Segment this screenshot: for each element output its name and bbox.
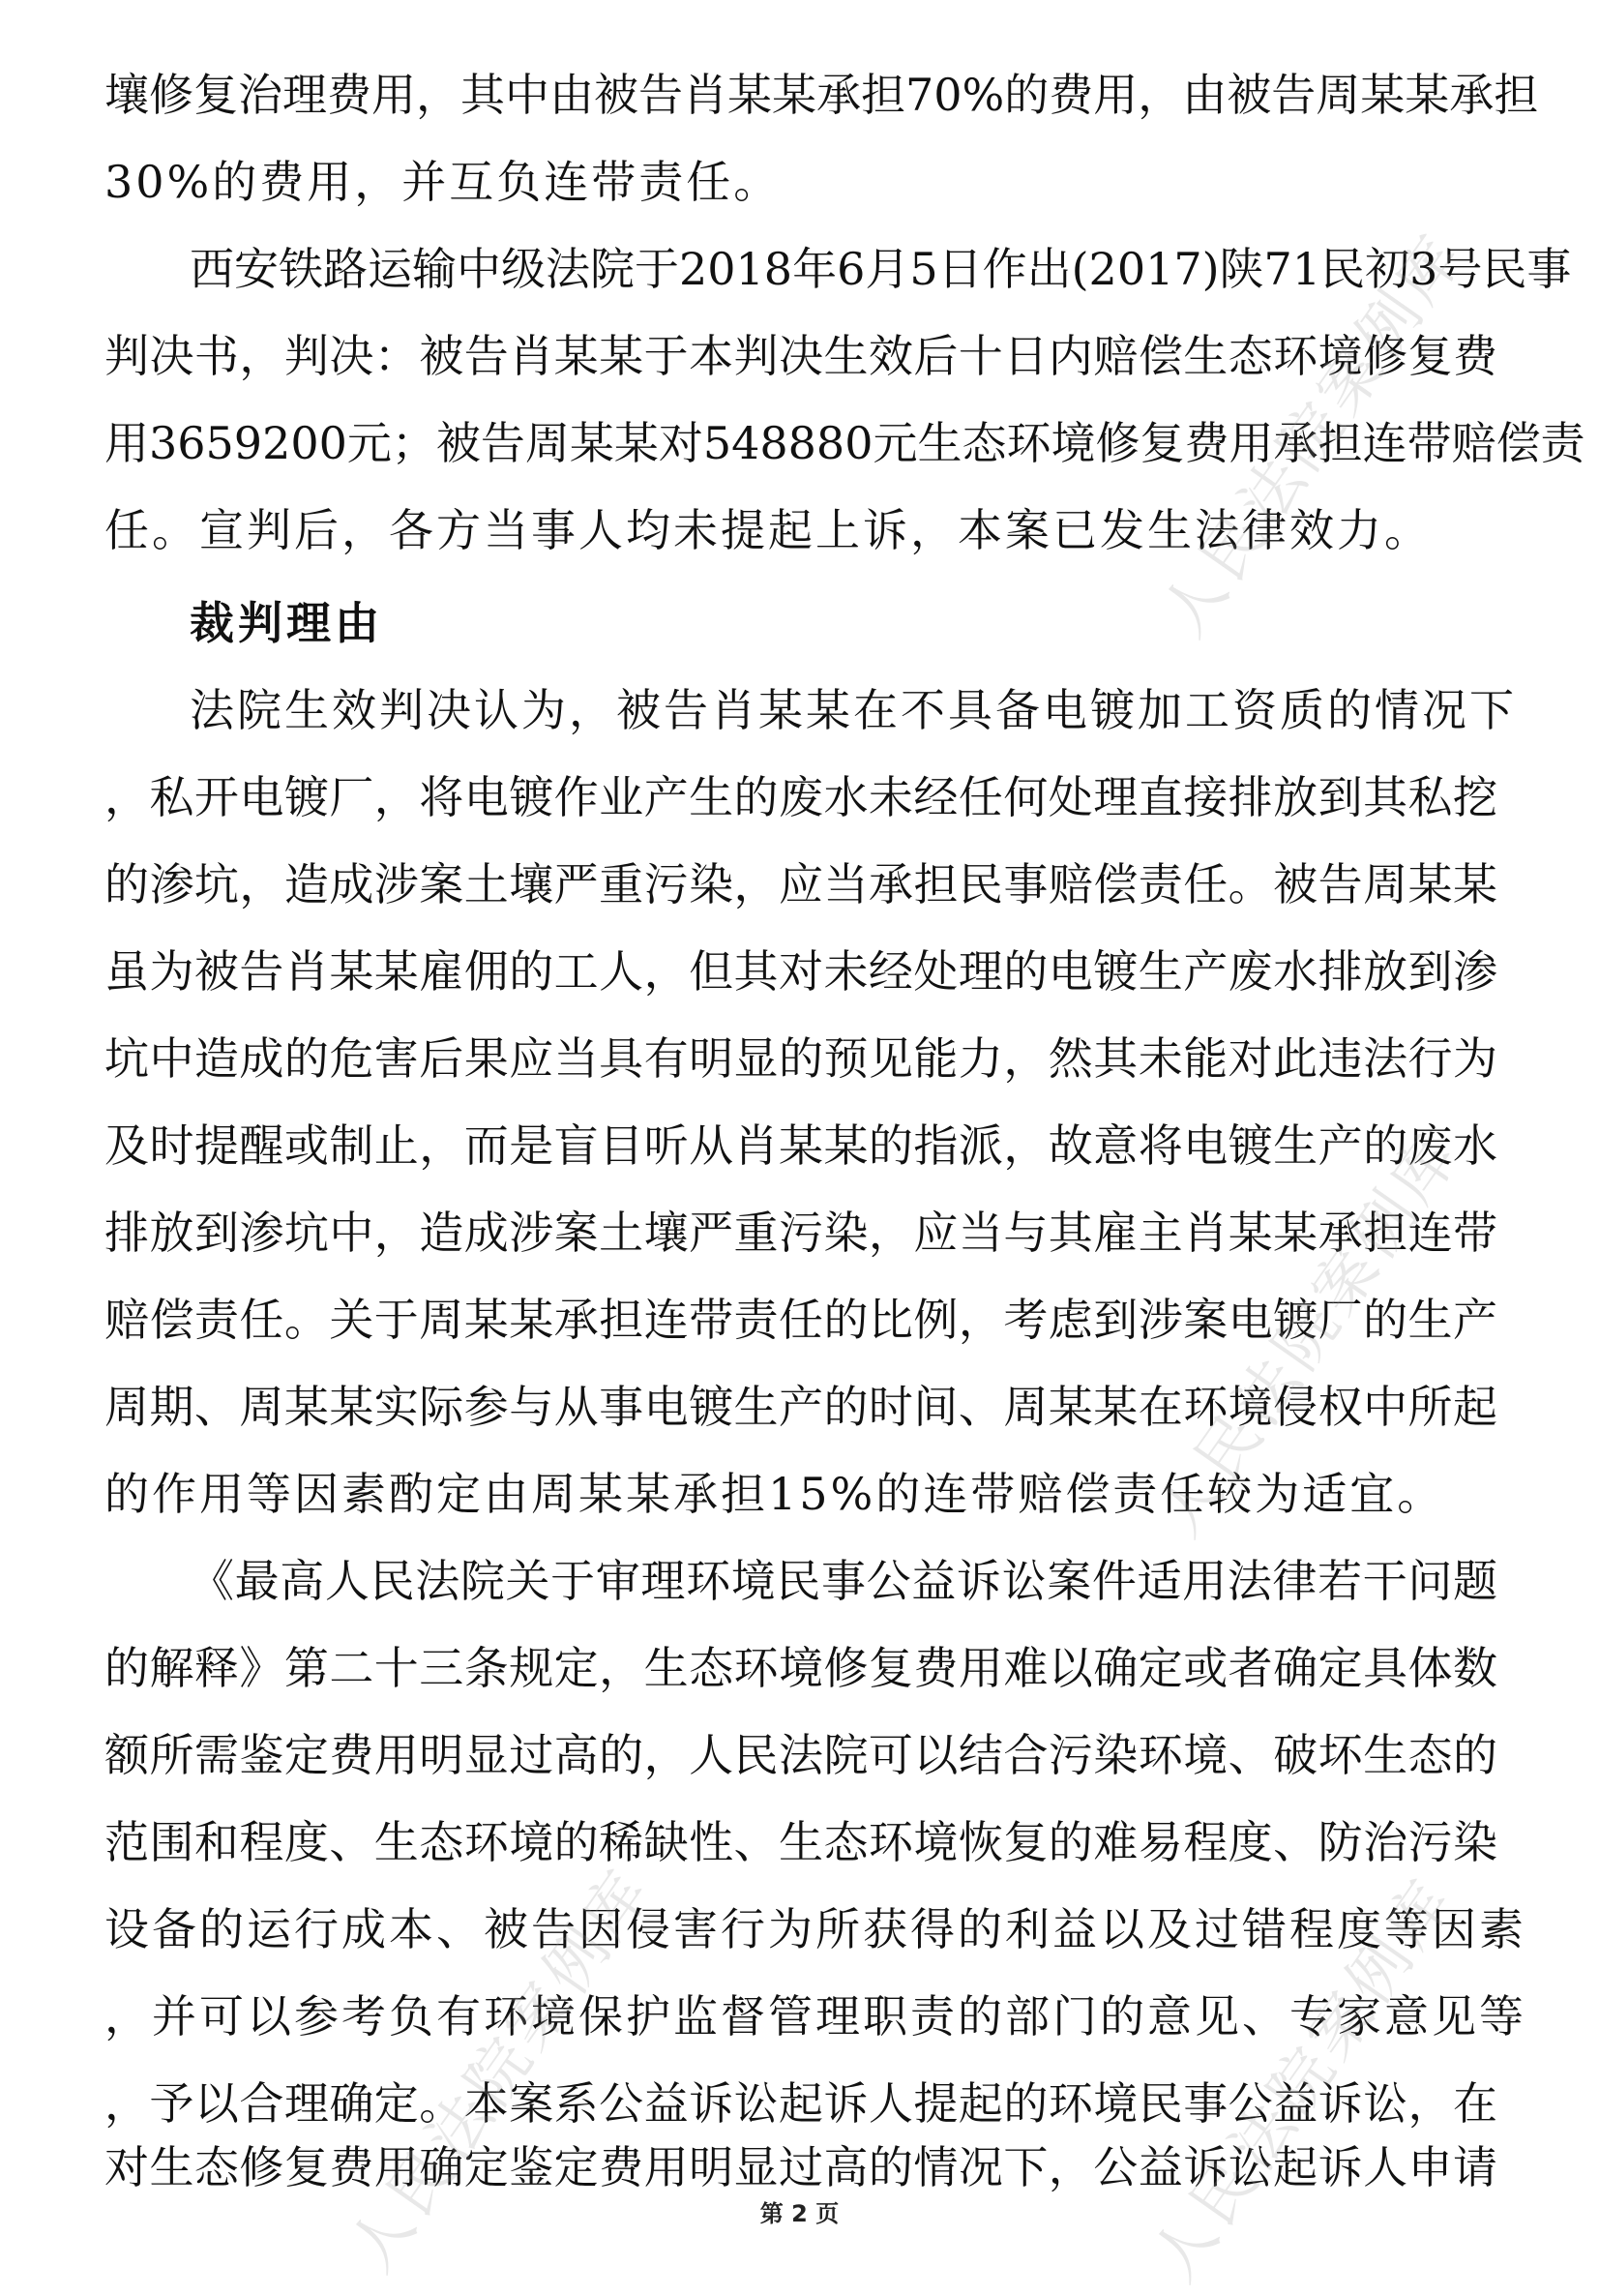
paragraph-line: 法院生效判决认为，被告肖某某在不具备电镀加工资质的情况下: [190, 684, 1517, 736]
paragraph-line: 设备的运行成本、被告因侵害行为所获得的利益以及过错程度等因素: [104, 1903, 1526, 1955]
paragraph-line: 排放到渗坑中，造成涉案土壤严重污染，应当与其雇主肖某某承担连带: [104, 1207, 1497, 1259]
paragraph-line: 的渗坑，造成涉案土壤严重污染，应当承担民事赔偿责任。被告周某某: [104, 858, 1497, 910]
paragraph-line: 用3659200元；被告周某某对548880元生态环境修复费用承担连带赔偿责: [104, 417, 1585, 469]
watermark: 人民法院案例库: [1143, 1119, 1474, 1550]
paragraph-line: 周期、周某某实际参与从事电镀生产的时间、周某某在环境侵权中所起: [104, 1381, 1497, 1433]
paragraph-line: 坑中造成的危害后果应当具有明显的预见能力，然其未能对此违法行为: [104, 1032, 1497, 1085]
paragraph-line: 的作用等因素酌定由周某某承担15%的连带赔偿责任较为适宜。: [104, 1468, 1445, 1520]
paragraph-line: 任。宣判后，各方当事人均未提起上诉，本案已发生法律效力。: [104, 504, 1432, 556]
paragraph-line: 及时提醒或制止，而是盲目听从肖某某的指派，故意将电镀生产的废水: [104, 1119, 1497, 1172]
paragraph-line: 壤修复治理费用，其中由被告肖某某承担70%的费用，由被告周某某承担: [104, 69, 1539, 121]
paragraph-line: ，予以合理确定。本案系公益诉讼起诉人提起的环境民事公益诉讼，在: [104, 2077, 1497, 2130]
paragraph-line: 额所需鉴定费用明显过高的，人民法院可以结合污染环境、破坏生态的: [104, 1729, 1497, 1781]
paragraph-line: ，私开电镀厂，将电镀作业产生的废水未经任何处理直接排放到其私挖: [104, 771, 1497, 823]
paragraph-line: 判决书，判决：被告肖某某于本判决生效后十日内赔偿生态环境修复费: [104, 330, 1497, 382]
watermark: 人民法院案例库: [1148, 220, 1479, 650]
watermark: 人民法院案例库: [1139, 1864, 1469, 2295]
paragraph-line: 虽为被告肖某某雇佣的工人，但其对未经处理的电镀生产废水排放到渗: [104, 945, 1497, 998]
watermark: 人民法院案例库: [336, 1855, 666, 2285]
paragraph-line: 西安铁路运输中级法院于2018年6月5日作出(2017)陕71民初3号民事: [190, 243, 1572, 295]
paragraph-line: 30%的费用，并互负连带责任。: [104, 156, 782, 208]
paragraph-line: 范围和程度、生态环境的稀缺性、生态环境恢复的难易程度、防治污染: [104, 1816, 1497, 1868]
page-number: 第 2 页: [759, 2200, 840, 2227]
paragraph-line: 赔偿责任。关于周某某承担连带责任的比例，考虑到涉案电镀厂的生产: [104, 1294, 1497, 1346]
paragraph-line: 对生态修复费用确定鉴定费用明显过高的情况下，公益诉讼起诉人申请: [104, 2141, 1497, 2193]
paragraph-line: ，并可以参考负有环境保护监督管理职责的部门的意见、专家意见等: [104, 1990, 1526, 2043]
section-heading: 裁判理由: [190, 597, 383, 649]
paragraph-line: 《最高人民法院关于审理环境民事公益诉讼案件适用法律若干问题: [190, 1555, 1497, 1607]
paragraph-line: 的解释》第二十三条规定，生态环境修复费用难以确定或者确定具体数: [104, 1642, 1497, 1694]
